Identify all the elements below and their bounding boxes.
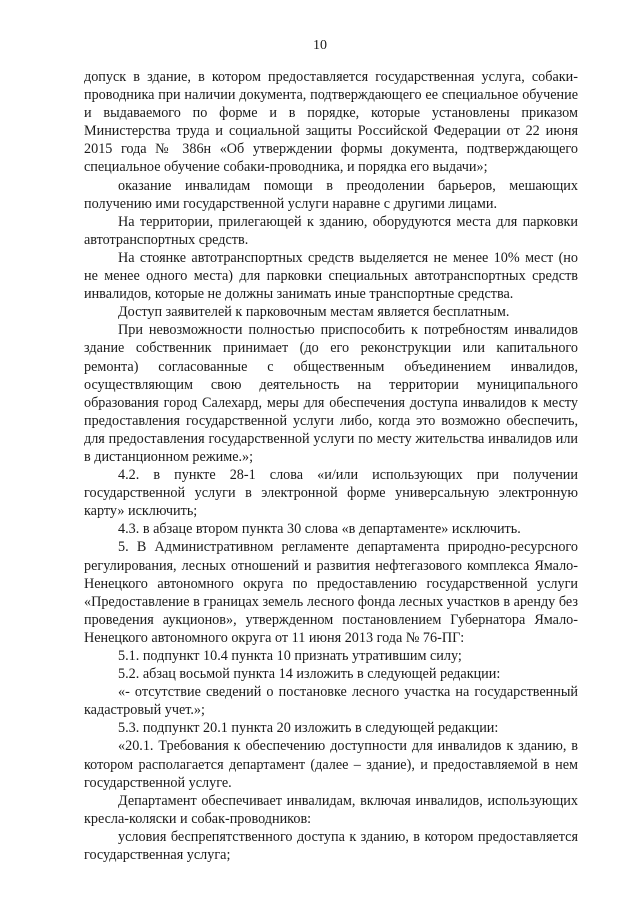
paragraph-item-5-2: 5.2. абзац восьмой пункта 14 изложить в следующей редакции: [118,666,501,683]
paragraph-item-4-2: 4.2. в пункте 28-1 слова «и/или использующих при получении государственной услуги в электронной форме универсальную электронную карту» исключить; [84,467,578,520]
document-body [84,68,578,864]
paragraph-item-5-1: 5.1. подпункт 10.4 пункта 10 признать утратившим силу; [118,648,462,664]
paragraph-item-4-3: 4.3. в абзаце втором пункта 30 слова «в департаменте» исключить. [118,521,521,538]
paragraph-guide-dog-access: допуск в здание, в котором предоставляется государственная услуга, собаки-проводника при наличии документа, подтверждающего ее специальное обучение и выдаваемого по форме и в порядке, которые установлены приказом Министерства труда и социальной защиты Российской Федерации от 22 июня 2015 года № 386н «Об утверждении формы документа, подтверждающего специальное обучение собаки-проводника, и порядка его выдачи»; [84,69,578,176]
paragraph-item-5-3: 5.3. подпункт 20.1 пункта 20 изложить в следующей редакции: [118,720,499,737]
paragraph-adaptation-measures: При невозможности полностью приспособить к потребностям инвалидов здание собственник принимает (до его реконструкции или капитального ремонта) согласованные с общественным объединением инвалидов, осуществляющим свою деятельность на территории муниципального образования город Салехард, меры для обеспечения доступа инвалидов к месту предоставления государственной услуги либо, когда это возможно обеспечить, для предоставления государственной услуги по месту жительства инвалидов или в дистанционном режиме.»; [84,322,578,465]
paragraph-item-5: 5. В Административном регламенте департамента природно-ресурсного регулирования, лесных отношений и развития нефтегазового комплекса Ямало-Ненецкого автономного округа по предоставлению государственной услуги «Предоставление в границах земель лесного фонда лесных участков в аренду без проведения аукционов», утвержденном постановлением Губернатора Ямало-Ненецкого автономного округа от 11 июня 2013 года № 76-ПГ: [84,539,578,646]
paragraph-barrier-free: условия беспрепятственного доступа к зданию, в котором предоставляется государственная услуга; [84,828,578,864]
paragraph-item-20-1: «20.1. Требования к обеспечению доступности для инвалидов к зданию, в котором располагается департамент (далее – здание), и предоставляемой в нем государственной услуге. [84,738,578,791]
paragraph-department-provides: Департамент обеспечивает инвалидам, включая инвалидов, использующих кресла-коляски и собак-проводников: [84,792,578,827]
paragraph-free-parking: Доступ заявителей к парковочным местам является бесплатным. [118,304,510,321]
page-number: 10 [313,38,327,53]
paragraph-assistance: оказание инвалидам помощи в преодолении барьеров, мешающих получению ими государственной услуги наравне с другими лицами. [84,177,578,212]
paragraph-parking-area: На территории, прилегающей к зданию, оборудуются места для парковки автотранспортных средств. [84,213,578,248]
paragraph-parking-quota: На стоянке автотранспортных средств выделяется не менее 10% мест (но не менее одного места) для парковки специальных автотранспортных средств инвалидов, которые не должны занимать иные транспортные средства. [84,249,578,303]
paragraph-cadastral: «- отсутствие сведений о постановке лесного участка на государственный кадастровый учет.»; [84,684,578,719]
